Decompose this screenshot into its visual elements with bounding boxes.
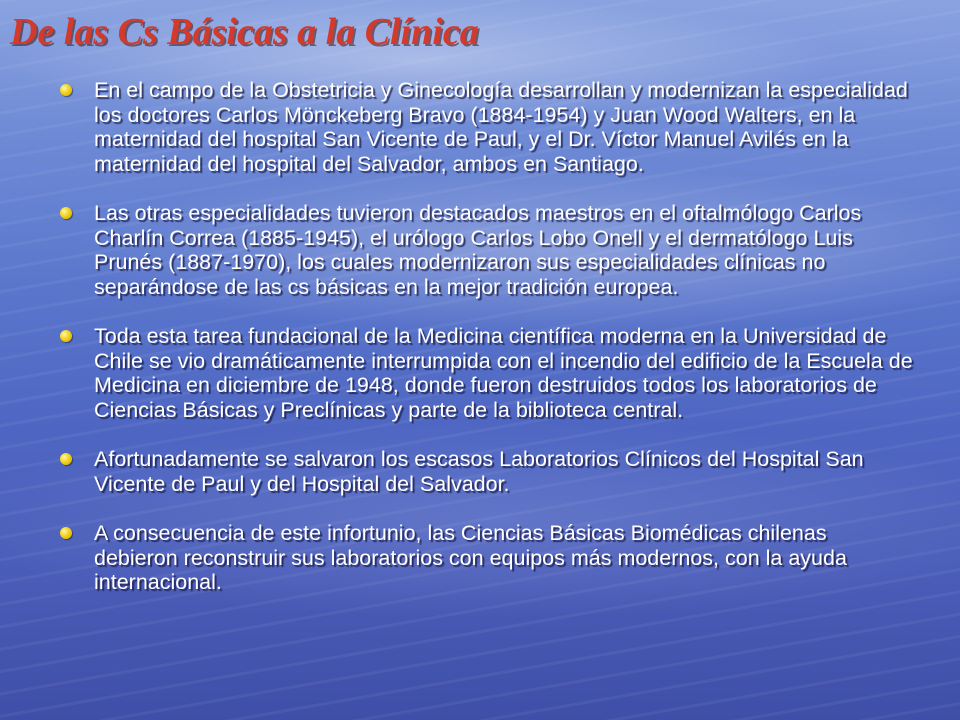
bullet-text: Afortunadamente se salvaron los escasos Laboratorios Clínicos del Hospital San Vicente de Paul y del Hospital del Salvador. bbox=[94, 447, 864, 496]
slide-title: De las Cs Básicas a la Clínica bbox=[10, 11, 479, 53]
bullet-item-obstetricia bbox=[56, 78, 916, 176]
bullet-dot-icon bbox=[60, 207, 72, 219]
bullet-dot-icon bbox=[60, 330, 72, 342]
bullet-item-especialidades bbox=[56, 201, 916, 299]
bullet-item-reconstruccion bbox=[56, 521, 916, 595]
bullet-list bbox=[56, 78, 916, 620]
bullet-dot-icon bbox=[60, 453, 72, 465]
bullet-text: En el campo de la Obstetricia y Ginecología desarrollan y modernizan la especialidad los doctores Carlos Mönckeberg Bravo (1884-1954) y Juan Wood Walters, en la maternidad del hospital San Vicente de Paul, y el Dr. Víctor Manuel Avilés en la maternidad del hospital del Salvador, ambos en Santiago. bbox=[94, 78, 908, 176]
bullet-text: Toda esta tarea fundacional de la Medicina científica moderna en la Universidad de Chile se vio dramáticamente interrumpida con el incendio del edificio de la Escuela de Medicina en diciembre de 1948, donde fueron destruidos todos los laboratorios de Ciencias Básicas y Preclínicas y parte de la biblioteca central. bbox=[94, 324, 913, 422]
bullet-item-incendio bbox=[56, 324, 916, 422]
bullet-text: Las otras especialidades tuvieron destacados maestros en el oftalmólogo Carlos Charlín Correa (1885-1945), el urólogo Carlos Lobo Onell y el dermatólogo Luis Prunés (1887-1970), los cuales modernizaron sus especialidades clínicas no separándose de las cs básicas en la mejor tradición europea. bbox=[94, 201, 862, 299]
bullet-dot-icon bbox=[60, 84, 72, 96]
bullet-dot-icon bbox=[60, 527, 72, 539]
bullet-text: A consecuencia de este infortunio, las Ciencias Básicas Biomédicas chilenas debieron reconstruir sus laboratorios con equipos más modernos, con la ayuda internacional. bbox=[94, 521, 847, 594]
bullet-item-laboratorios-clinicos bbox=[56, 447, 916, 496]
